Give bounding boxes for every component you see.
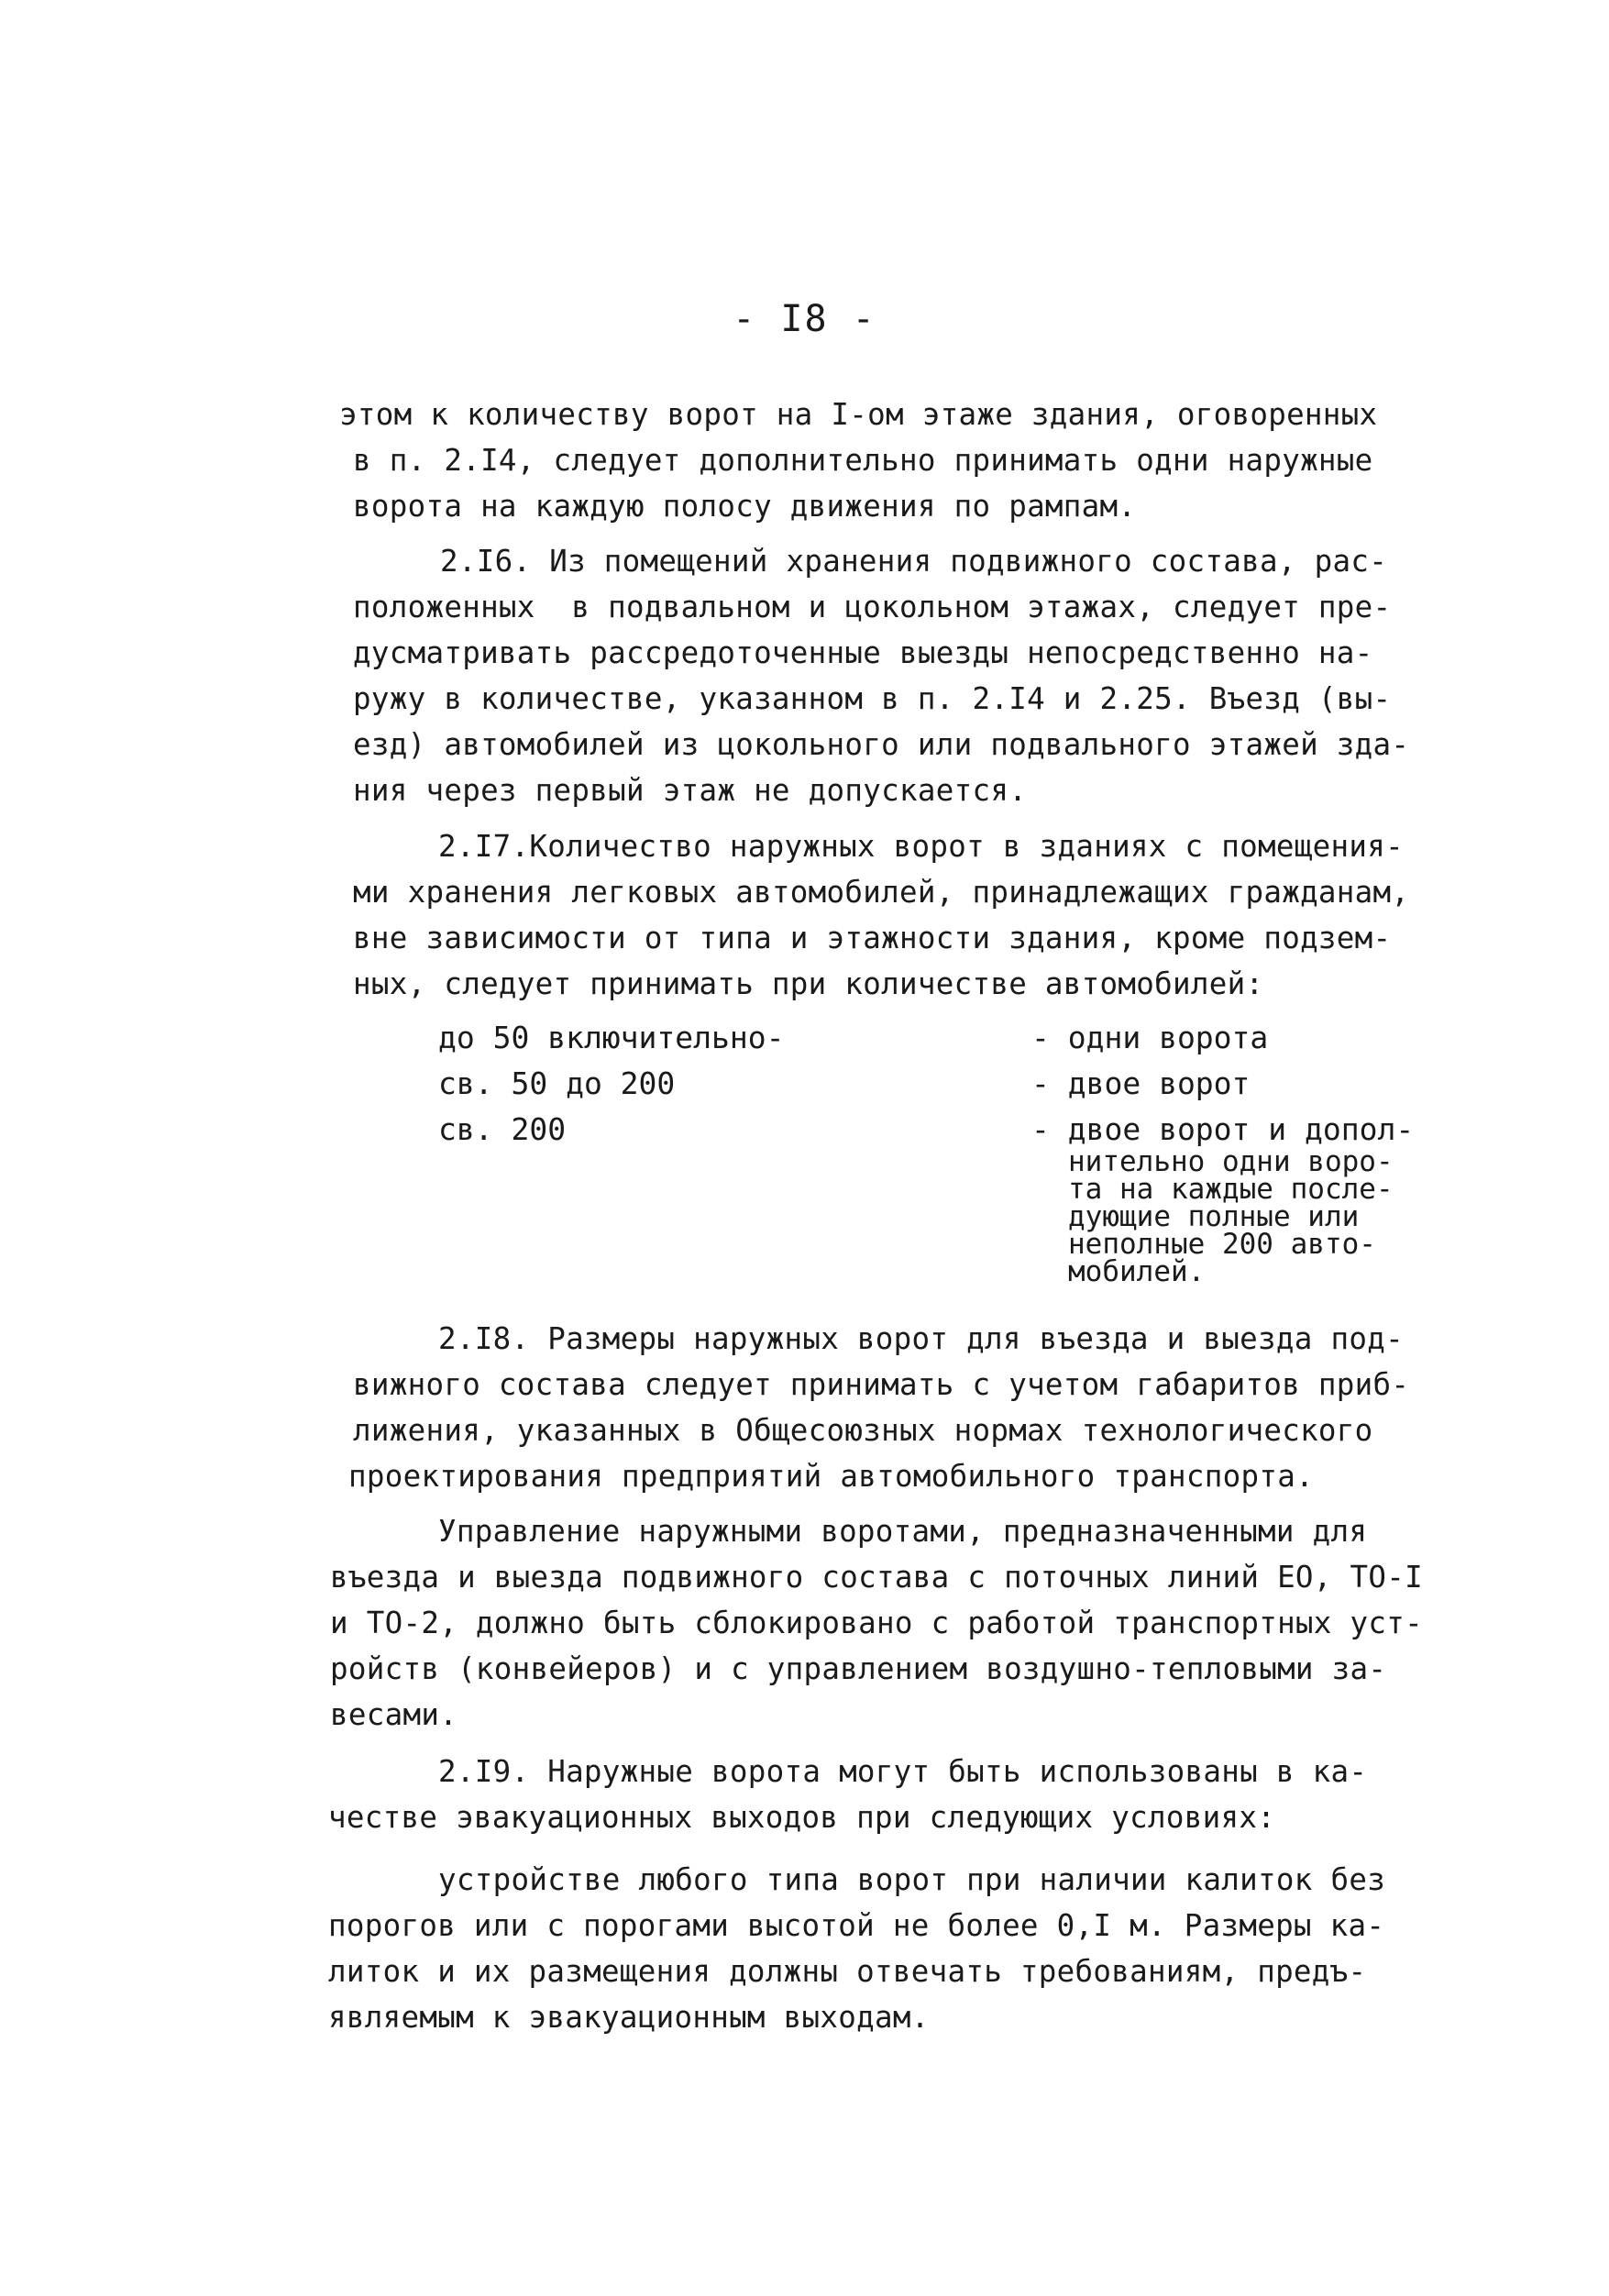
text-line: ружу в количестве, указанном в п. 2.I4 и 2.25. Въезд (вы- [353,681,1392,716]
gate-count-continuation: та на каждые после- [1068,1173,1394,1206]
text-line: 2.I6. Из помещений хранения подвижного состава, рас- [440,544,1388,579]
text-line: являемым к эвакуационным выходам. [328,2000,930,2035]
gate-range: до 50 включительно- [438,1020,785,1055]
gate-count: - двое ворот [1031,1065,1251,1101]
text-line: этом к количеству ворот на I-ом этаже здания, оговоренных [339,397,1378,432]
text-line: устройстве любого типа ворот при наличии калиток без [438,1862,1386,1897]
text-line: весами. [330,1697,458,1732]
gate-range: св. 200 [438,1111,567,1147]
text-line: в п. 2.I4, следует дополнительно принимать одни наружные [353,443,1373,478]
gate-count: - двое ворот и допол- [1031,1111,1415,1147]
gate-count-continuation: нительно одни воро- [1068,1145,1394,1178]
text-line: вне зависимости от типа и этажности здания, кроме подзем- [353,921,1392,955]
text-line: дусматривать рассредоточенные выезды непосредственно на- [353,635,1373,670]
text-line: порогов или с порогами высотой не более 0,I м. Размеры ка- [328,1908,1385,1943]
text-line: ми хранения легковых автомобилей, принадлежащих гражданам, [353,875,1410,910]
gate-count-continuation: дующие полные или [1068,1200,1360,1233]
text-line: въезда и выезда подвижного состава с поточных линий ЕО, ТО-I [330,1560,1423,1595]
text-line: езд) автомобилей из цокольного или подвального этажей зда- [353,727,1410,762]
text-line: проектирования предприятий автомобильного транспорта. [348,1459,1314,1494]
text-line: 2.I8. Размеры наружных ворот для въезда и выезда под- [438,1321,1404,1356]
page-number: - I8 - [733,298,876,340]
gate-range: св. 50 до 200 [438,1065,676,1101]
gate-count-continuation: мобилей. [1068,1255,1206,1288]
gate-count: - одни ворота [1031,1020,1269,1055]
text-line: 2.I9. Наружные ворота могут быть использованы в ка- [438,1754,1368,1789]
text-line: положенных в подвальном и цокольном этажах, следует пре- [353,590,1392,624]
text-line: ных, следует принимать при количестве автомобилей: [353,966,1264,1001]
text-line: Управление наружными воротами, предназначенными для [438,1514,1368,1549]
text-line: ройств (конвейеров) и с управлением воздушно-тепловыми за- [330,1651,1387,1686]
gate-count-continuation: неполные 200 авто- [1068,1228,1376,1261]
text-line: и ТО-2, должно быть сблокировано с работой транспортных уст- [330,1606,1423,1640]
text-line: честве эвакуационных выходов при следующих условиях: [328,1800,1276,1835]
text-line: 2.I7.Количество наружных ворот в зданиях с помещения- [438,829,1404,864]
text-line: литок и их размещения должны отвечать требованиям, предъ- [328,1954,1367,1989]
text-line: ния через первый этаж не допускается. [353,773,1028,808]
text-line: ворота на каждую полосу движения по рампам. [353,489,1137,524]
text-line: вижного состава следует принимать с учетом габаритов приб- [353,1367,1410,1402]
text-line: лижения, указанных в Общесоюзных нормах технологического [353,1413,1373,1448]
